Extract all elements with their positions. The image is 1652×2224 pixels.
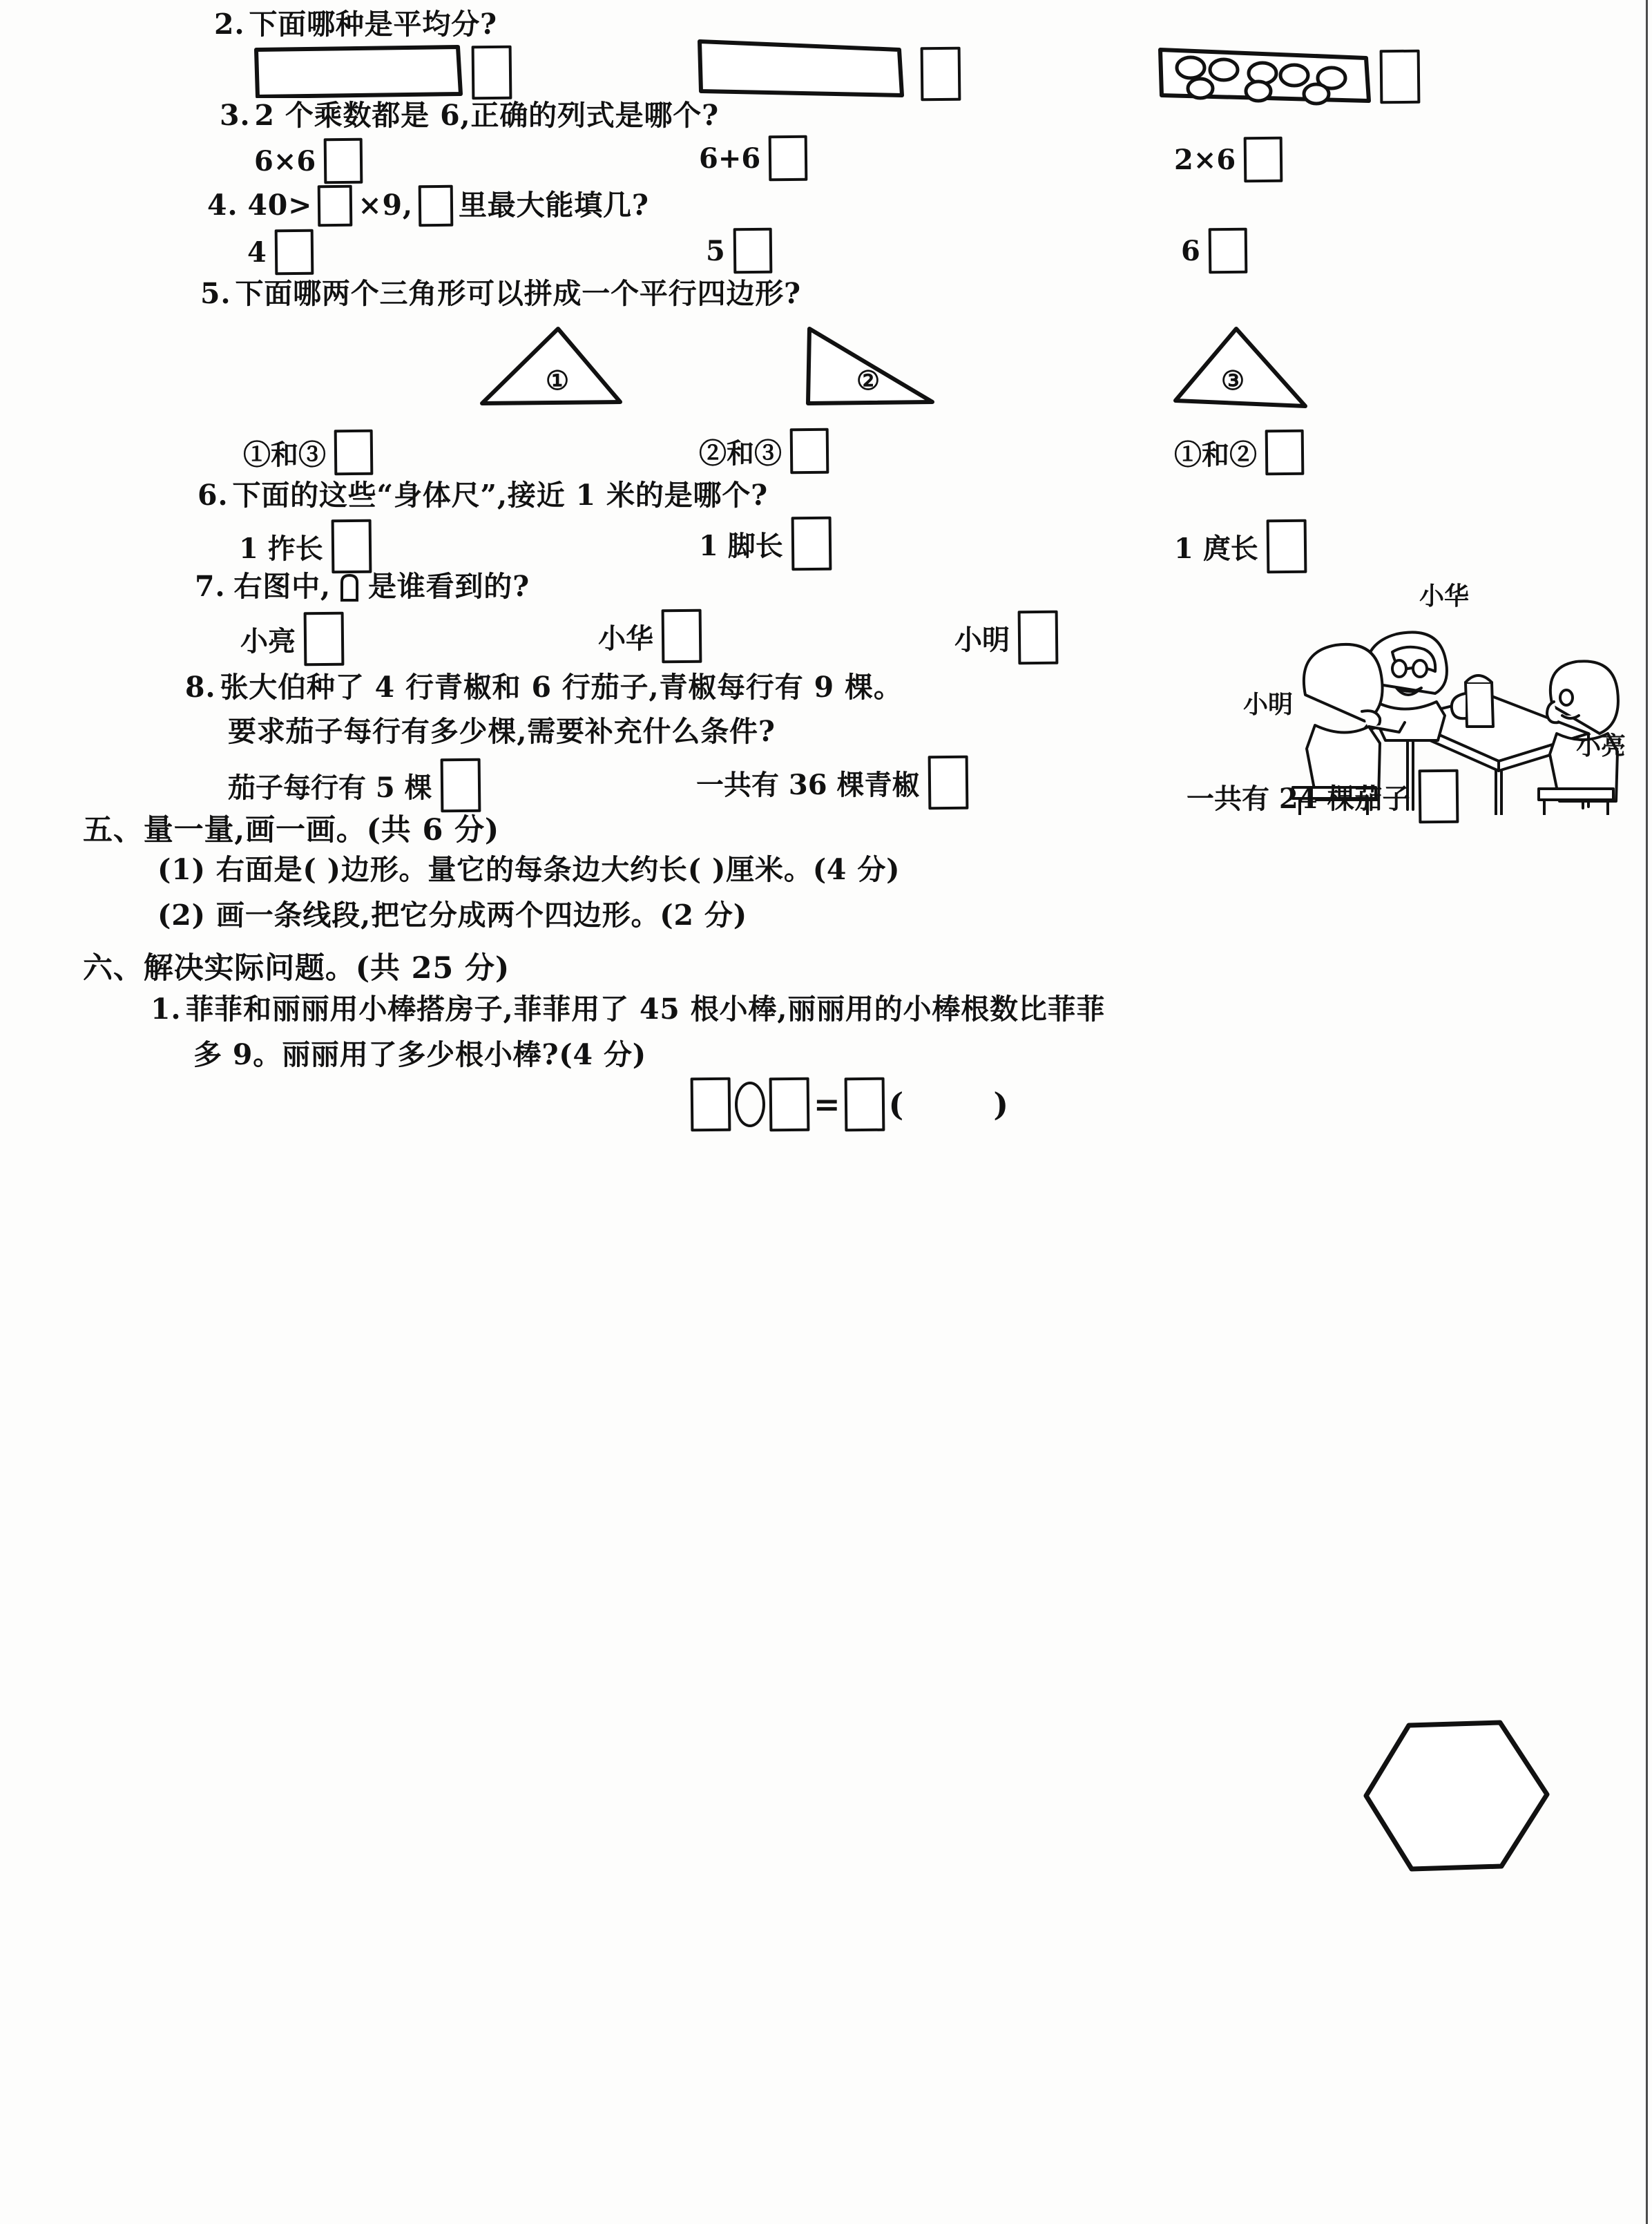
question-8-number: 8. (185, 671, 216, 704)
question-5-answer-box-b[interactable] (790, 428, 829, 474)
question-2-answer-box-b[interactable] (921, 47, 961, 102)
cup-icon (336, 571, 363, 603)
question-6-option-a-label: 1 拃长 (239, 532, 323, 565)
partition-rect-cookies (1158, 43, 1406, 108)
question-5-answer-box-a[interactable] (334, 430, 374, 476)
question-4-answer-box-b[interactable] (733, 228, 772, 274)
illustration-label-right: 小亮 (1576, 731, 1626, 760)
question-5-option-a[interactable] (243, 430, 373, 475)
question-6-option-b[interactable] (699, 517, 832, 571)
question-7-answer-box-c[interactable] (1018, 611, 1059, 665)
question-7-option-a-label: 小亮 (240, 624, 296, 658)
question-3-body: 2 个乘数都是 6,正确的列式是哪个? (254, 99, 719, 132)
question-4-option-c-label: 6 (1181, 234, 1200, 267)
question-2-answer-box-a[interactable] (472, 46, 512, 100)
question-7-number: 7. (195, 570, 226, 603)
question-8-option-a[interactable] (228, 758, 481, 812)
question-4-inline-box-2[interactable] (419, 185, 454, 227)
question-3-option-c-label: 2×6 (1174, 143, 1236, 176)
question-3-text (220, 97, 719, 135)
section-six-q1-line-2: 多 9。丽丽用了多少根小棒?(4 分) (193, 1038, 647, 1071)
section-six-q1-line-1 (151, 990, 1105, 1028)
question-8-body-line2: 要求茄子每行有多少棵,需要补充什么条件? (228, 715, 776, 748)
question-6-text (198, 477, 768, 515)
question-3-answer-box-a[interactable] (324, 138, 363, 184)
question-5-option-b-label: ②和③ (699, 437, 782, 470)
section-six-heading: 六、解决实际问题。(共 25 分) (83, 951, 510, 986)
question-6-body: 下面的这些“身体尺”,接近 1 米的是哪个? (232, 479, 769, 512)
section-five-heading: 五、量一量,画一画。(共 6 分) (83, 813, 500, 847)
question-2-text (214, 6, 497, 44)
triangle-shape-3 (1167, 325, 1388, 414)
question-7-answer-box-b[interactable] (662, 609, 702, 664)
equation-operand-box-2[interactable] (769, 1077, 810, 1132)
question-7-option-a[interactable] (240, 612, 344, 666)
question-6-answer-box-c[interactable] (1266, 519, 1307, 574)
question-8-answer-box-b[interactable] (928, 756, 968, 810)
question-3-number: 3. (220, 99, 251, 132)
page-edge-rule (1646, 0, 1648, 2224)
question-4-option-a[interactable] (247, 229, 314, 275)
question-3-option-a[interactable] (254, 138, 363, 184)
triangle-label-2: ② (856, 365, 881, 396)
question-2-number: 2. (214, 8, 245, 41)
question-4-body-c: 里最大能填几? (458, 189, 649, 222)
question-6-option-c[interactable] (1174, 519, 1307, 573)
question-2-answer-box-c[interactable] (1380, 50, 1421, 104)
section-six-q1-answer-row[interactable] (691, 1077, 1008, 1131)
question-5-option-c[interactable] (1174, 430, 1304, 475)
triangle-shape-2 (801, 325, 1022, 414)
question-4-option-b[interactable] (706, 228, 772, 274)
question-4-body-b: ×9, (358, 189, 413, 222)
question-7-answer-box-a[interactable] (304, 612, 345, 667)
question-4-answer-box-a[interactable] (274, 229, 314, 276)
question-6-number: 6. (198, 479, 229, 512)
section-six-q1-number: 1. (151, 993, 182, 1026)
question-8-line-1 (185, 669, 903, 707)
hexagon-shape (1359, 1678, 1566, 1886)
question-3-option-b[interactable] (699, 135, 807, 181)
question-4-number: 4. (207, 189, 238, 222)
question-8-option-a-label: 茄子每行有 5 棵 (228, 771, 432, 804)
question-8-option-b[interactable] (696, 756, 968, 809)
question-7-option-c[interactable] (954, 611, 1058, 664)
partition-rect-b (698, 36, 932, 98)
question-7-option-b-label: 小华 (598, 622, 653, 655)
question-7-text (195, 568, 530, 606)
question-5-answer-box-c[interactable] (1265, 430, 1305, 476)
question-5-option-a-label: ①和③ (243, 438, 326, 471)
equation-paren-close: ) (993, 1086, 1009, 1123)
triangle-label-1: ① (546, 365, 570, 396)
question-4-answer-box-c[interactable] (1208, 228, 1247, 274)
question-5-body: 下面哪两个三角形可以拼成一个平行四边形? (235, 277, 801, 310)
question-8-body-line1: 张大伯种了 4 行青椒和 6 行茄子,青椒每行有 9 棵。 (220, 671, 903, 704)
question-5-option-b[interactable] (699, 428, 829, 474)
illustration-label-top: 小华 (1419, 582, 1470, 611)
question-4-inline-box-1[interactable] (318, 185, 353, 227)
section-five-item-1: (1) 右面是( )边形。量它的每条边大约长( )厘米。(4 分) (157, 853, 901, 886)
equation-operator-circle[interactable] (735, 1082, 765, 1127)
question-8-option-b-label: 一共有 36 棵青椒 (696, 768, 920, 801)
question-2-body: 下面哪种是平均分? (249, 8, 497, 41)
question-4-text (207, 185, 649, 227)
question-6-answer-box-a[interactable] (331, 519, 372, 574)
question-8-option-c-label: 一共有 24 棵茄子 (1187, 782, 1410, 815)
question-3-option-c[interactable] (1174, 137, 1283, 182)
question-4-option-a-label: 4 (247, 236, 267, 269)
question-4-body-a: 40> (247, 189, 313, 222)
question-5-number: 5. (200, 277, 231, 310)
question-8-answer-box-c[interactable] (1418, 769, 1459, 824)
question-3-answer-box-b[interactable] (769, 135, 808, 182)
triangle-shape-1 (477, 325, 698, 414)
question-5-text (200, 275, 801, 313)
question-8-line-2 (228, 713, 776, 751)
equation-result-box[interactable] (844, 1077, 885, 1132)
triangle-label-3: ③ (1221, 365, 1245, 396)
question-3-option-b-label: 6+6 (699, 142, 761, 175)
section-five-item-2: (2) 画一条线段,把它分成两个四边形。(2 分) (157, 899, 747, 932)
equation-equals-sign: = (814, 1086, 841, 1123)
section-six-q1-body-line1: 菲菲和丽丽用小棒搭房子,菲菲用了 45 根小棒,丽丽用的小棒根数比菲菲 (185, 993, 1106, 1026)
question-7-option-c-label: 小明 (954, 623, 1010, 656)
question-4-option-b-label: 5 (706, 234, 725, 267)
illustration-label-left: 小明 (1243, 690, 1294, 719)
question-4-option-c[interactable] (1181, 228, 1247, 274)
question-6-option-a[interactable] (239, 519, 372, 573)
question-7-body-a: 右图中, (233, 570, 332, 603)
question-3-option-a-label: 6×6 (254, 144, 316, 178)
question-8-answer-box-a[interactable] (440, 758, 481, 813)
question-8-option-c[interactable] (1187, 769, 1459, 823)
question-6-answer-box-b[interactable] (791, 517, 832, 571)
question-3-answer-box-c[interactable] (1244, 137, 1283, 183)
equation-paren-open: ( (888, 1086, 904, 1123)
question-6-option-c-label: 1 庹长 (1174, 532, 1258, 565)
question-6-option-b-label: 1 脚长 (699, 529, 783, 562)
question-5-option-c-label: ①和② (1174, 438, 1257, 471)
equation-operand-box-1[interactable] (691, 1077, 731, 1132)
question-7-option-b[interactable] (598, 609, 702, 663)
question-7-body-b: 是谁看到的? (368, 570, 530, 603)
